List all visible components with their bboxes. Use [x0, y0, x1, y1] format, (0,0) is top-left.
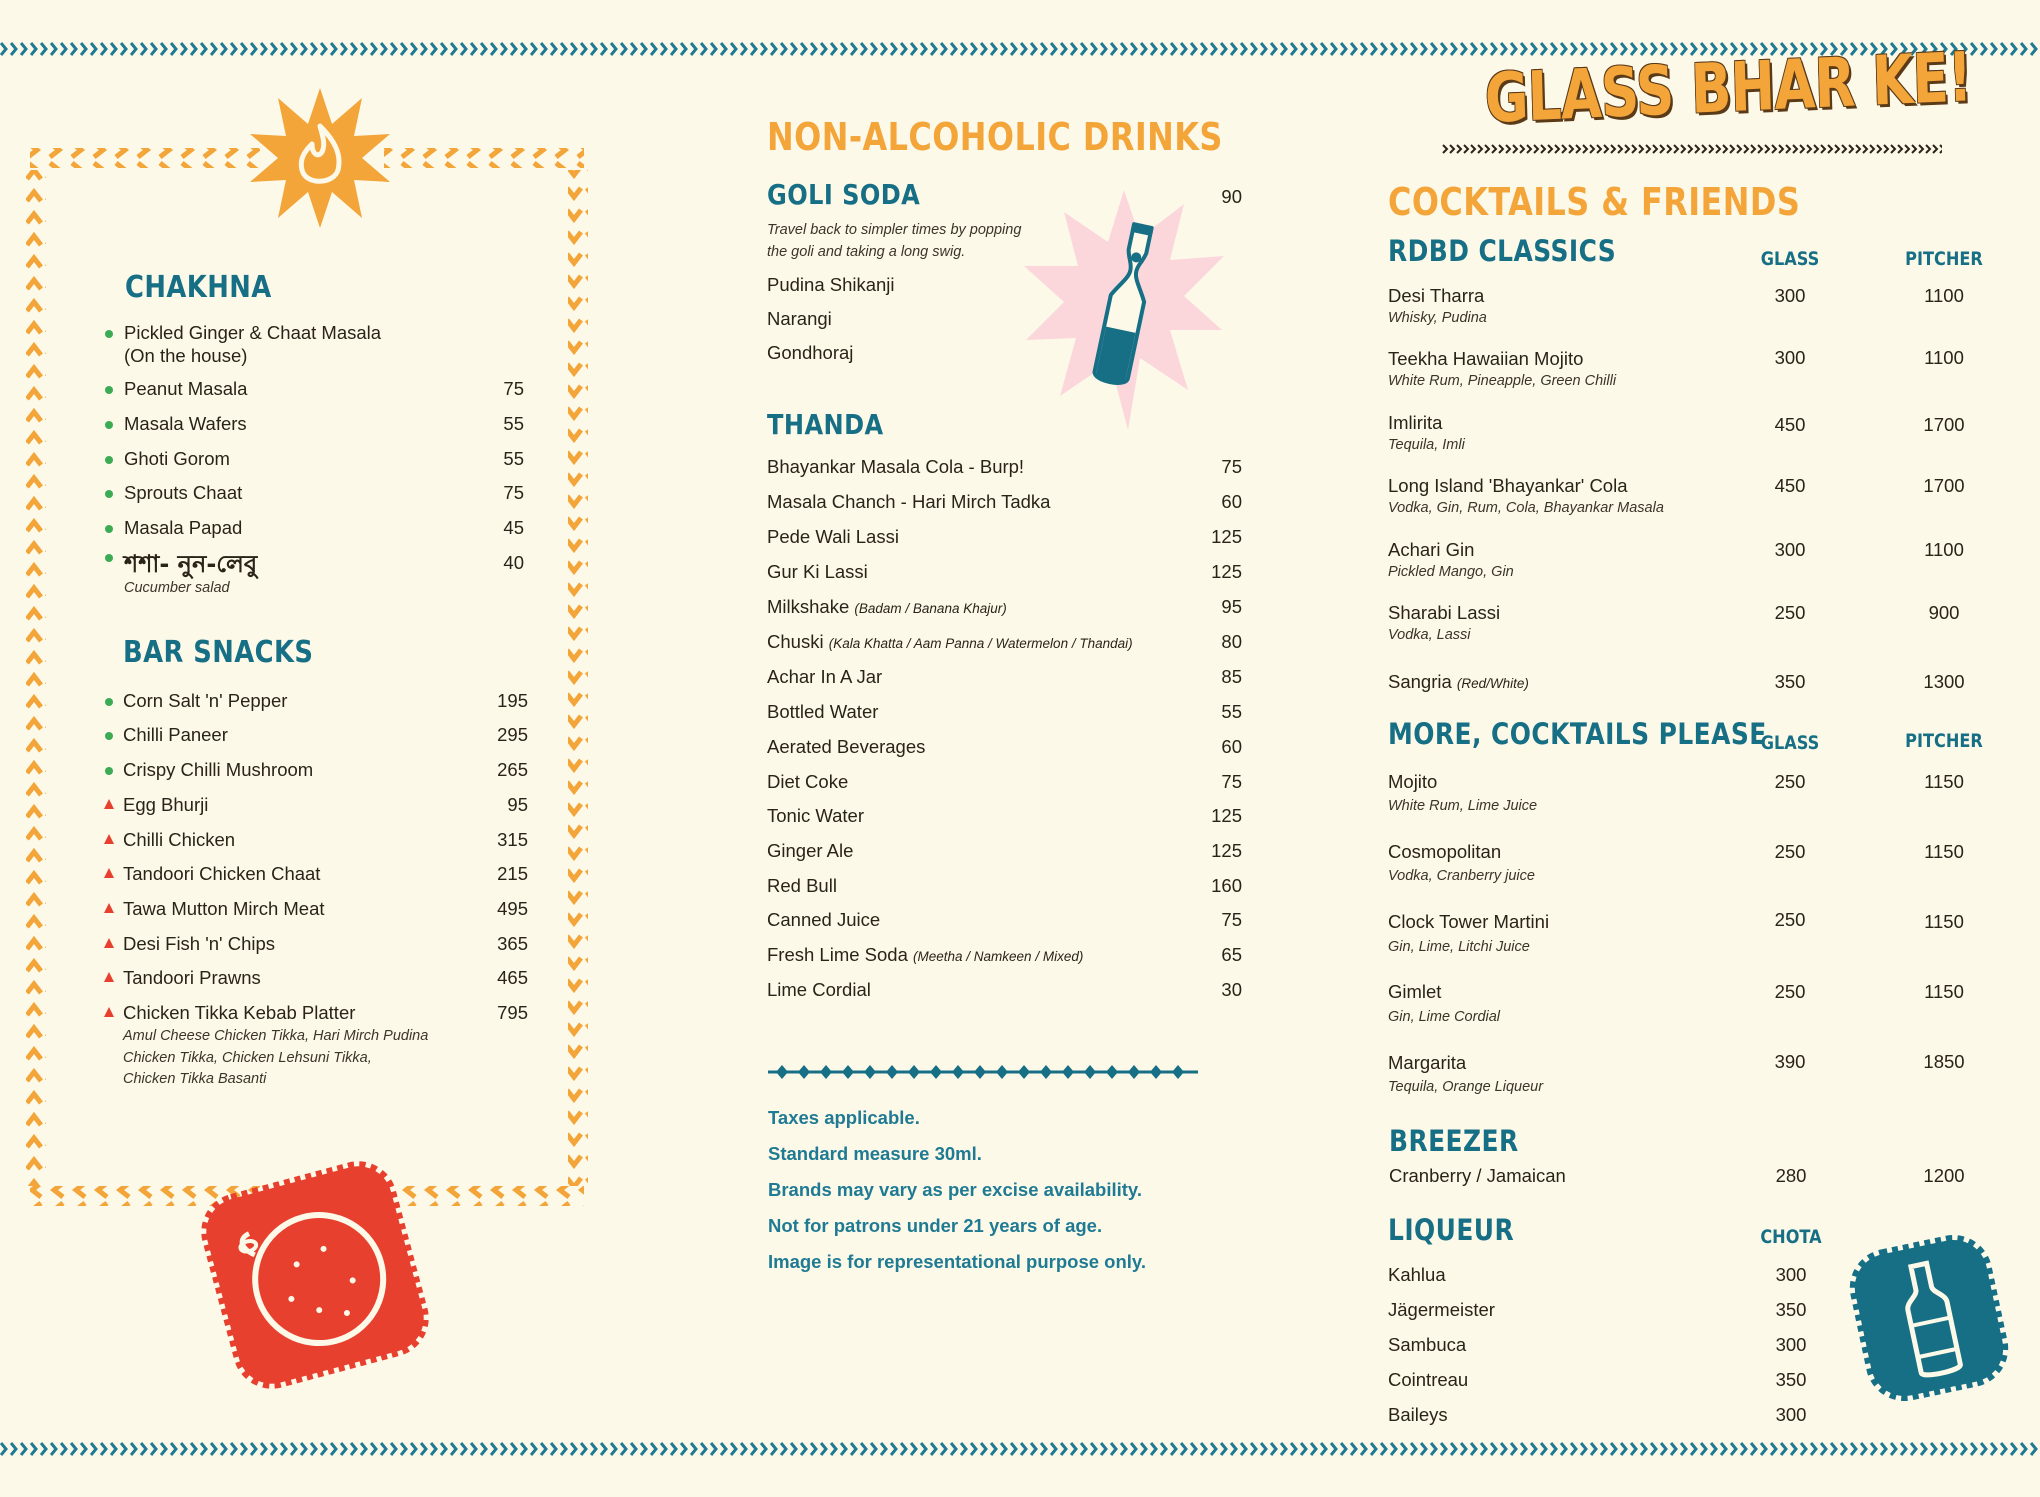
glass-price: 250 [1774, 909, 1806, 930]
pitcher-price: 1150 [1924, 771, 1964, 792]
list-item-note: Chicken Tikka, Chicken Lehsuni Tikka, [123, 1050, 372, 1066]
price: 75 [1221, 771, 1242, 792]
goli-soda-desc: Travel back to simpler times by popping [767, 222, 1022, 238]
nonveg-icon [104, 834, 114, 844]
glass-price: 300 [1774, 285, 1806, 306]
price: 300 [1775, 1334, 1807, 1355]
cocktail-desc: Tequila, Imli [1388, 437, 1465, 453]
goli-soda-heading: GOLI SODA [767, 178, 921, 211]
veg-icon [105, 490, 113, 498]
cocktail-name: Mojito [1388, 771, 1438, 792]
pitcher-price: 1700 [1923, 414, 1965, 435]
item-name: Lime Cordial [767, 979, 871, 1000]
veg-icon [105, 525, 113, 533]
list-item: Pickled Ginger & Chaat Masala [124, 322, 382, 343]
item-note: (Kala Khatta / Aam Panna / Watermelon / Thandai) [828, 636, 1133, 651]
list-item [767, 979, 871, 1001]
item-note: (Badam / Banana Khajur) [854, 601, 1007, 616]
item-name: Gur Ki Lassi [767, 561, 868, 582]
list-item [767, 666, 882, 688]
pitcher-price: 1150 [1924, 911, 1964, 932]
cocktail-name: Long Island 'Bhayankar' Cola [1388, 475, 1628, 496]
list-item: Masala Papad [124, 517, 243, 538]
goli-soda-flavour: Gondhoraj [767, 342, 854, 363]
price: 795 [497, 1002, 528, 1023]
cocktail-desc: White Rum, Lime Juice [1388, 798, 1538, 814]
cocktail-desc: White Rum, Pineapple, Green Chilli [1388, 373, 1617, 389]
glass-price: 350 [1774, 671, 1806, 692]
veg-icon [105, 732, 113, 740]
footnote: Taxes applicable. [768, 1107, 920, 1128]
list-item [767, 909, 880, 931]
nonveg-icon [104, 868, 114, 878]
pitcher-price: 1100 [1924, 285, 1964, 306]
glass-price: 450 [1774, 475, 1806, 496]
item-name: Pede Wali Lassi [767, 526, 899, 547]
nonveg-icon [104, 1007, 114, 1017]
cocktail-name: Clock Tower Martini [1388, 911, 1550, 932]
brand-underline [1442, 144, 1942, 154]
list-item [767, 456, 1024, 478]
list-item [767, 736, 925, 758]
price: 295 [497, 724, 528, 745]
cocktail-desc: Whisky, Pudina [1388, 310, 1487, 326]
diamond-divider [768, 1062, 1198, 1082]
item-name: Red Bull [767, 875, 837, 896]
thanda-heading: THANDA [767, 408, 884, 441]
list-item: Baileys [1388, 1404, 1448, 1425]
cocktail-name: Teekha Hawaiian Mojito [1388, 348, 1584, 369]
goli-soda-price: 90 [1221, 186, 1242, 207]
chota-column-header: CHOTA [1760, 1226, 1822, 1248]
rdbd-classics-heading: RDBD CLASSICS [1388, 234, 1617, 268]
list-item: Jägermeister [1388, 1299, 1495, 1320]
glass-price: 250 [1774, 771, 1806, 792]
glass-price: 250 [1774, 602, 1806, 623]
bottom-border-pattern [0, 1442, 2040, 1456]
goli-soda-flavour: Pudina Shikanji [767, 274, 895, 295]
list-item [767, 944, 1083, 966]
price: 55 [503, 448, 524, 469]
price: 160 [1211, 875, 1242, 896]
price: 75 [503, 378, 524, 399]
cocktails-heading: COCKTAILS & FRIENDS [1388, 180, 1801, 224]
list-item-note: Cucumber salad [124, 580, 230, 596]
list-item [767, 631, 1133, 653]
item-name: Canned Juice [767, 909, 881, 930]
list-item [767, 840, 853, 862]
list-item: Kahlua [1388, 1264, 1446, 1285]
price: 80 [1221, 631, 1242, 652]
cocktail-desc: Vodka, Cranberry juice [1388, 868, 1535, 884]
pitcher-price: 1150 [1924, 981, 1964, 1002]
veg-icon [105, 554, 113, 562]
list-item: Tandoori Prawns [123, 967, 261, 988]
item-note: (Meetha / Namkeen / Mixed) [913, 949, 1084, 964]
veg-icon [105, 330, 113, 338]
item-name: Masala Chanch - Hari Mirch Tadka [767, 491, 1051, 512]
cocktail-desc: Pickled Mango, Gin [1388, 564, 1514, 580]
list-item: Chilli Paneer [123, 724, 228, 745]
more-cocktails-heading: MORE, COCKTAILS PLEASE [1388, 717, 1767, 751]
list-item: শশা- নুন-লেবু [124, 550, 258, 578]
price: 65 [1221, 944, 1242, 965]
pitcher-price: 900 [1928, 602, 1960, 623]
glass-price: 450 [1774, 414, 1806, 435]
footnote: Standard measure 30ml. [768, 1143, 982, 1164]
item-name: Diet Coke [767, 771, 849, 792]
list-item: Desi Fish 'n' Chips [123, 933, 276, 954]
list-item: Sambuca [1388, 1334, 1467, 1355]
price: 75 [1221, 909, 1242, 930]
list-item: Cointreau [1388, 1369, 1469, 1390]
glass-price: 300 [1774, 539, 1806, 560]
bar-snacks-heading: BAR SNACKS [123, 635, 314, 670]
price: 265 [497, 759, 528, 780]
nonveg-icon [104, 938, 114, 948]
cocktail-desc: Gin, Lime Cordial [1388, 1009, 1501, 1025]
pitcher-price: 1100 [1924, 539, 1964, 560]
footnote: Not for patrons under 21 years of age. [768, 1215, 1103, 1236]
glass-price: 390 [1774, 1051, 1806, 1072]
goli-soda-desc: the goli and taking a long swig. [767, 244, 966, 260]
price: 45 [503, 517, 524, 538]
price: 75 [503, 482, 524, 503]
list-item: Ghoti Gorom [124, 448, 230, 469]
list-item [767, 805, 864, 827]
cocktail-desc: Tequila, Orange Liqueur [1388, 1079, 1544, 1095]
list-item: Peanut Masala [124, 378, 248, 399]
veg-icon [105, 456, 113, 464]
glass-price: 300 [1774, 347, 1806, 368]
pitcher-column-header: PITCHER [1905, 248, 1983, 270]
cocktail-name-text: Sangria [1388, 671, 1452, 692]
glass-price: 250 [1774, 841, 1806, 862]
list-item [767, 491, 1050, 513]
cocktail-name: Sharabi Lassi [1388, 602, 1501, 623]
glass-column-header: GLASS [1760, 248, 1820, 270]
cocktail-name [1388, 671, 1529, 693]
item-name: Ginger Ale [767, 840, 854, 861]
goli-soda-bottle-icon [1024, 190, 1224, 430]
price: 215 [497, 863, 528, 884]
price: 85 [1221, 666, 1242, 687]
price: 95 [1221, 596, 1242, 617]
list-item: Corn Salt 'n' Pepper [123, 690, 288, 711]
item-name: Achar In A Jar [767, 666, 883, 687]
list-item [767, 771, 848, 793]
veg-icon [105, 698, 113, 706]
price: 60 [1221, 491, 1242, 512]
list-item: Crispy Chilli Mushroom [123, 759, 314, 780]
price: 55 [503, 413, 524, 434]
veg-icon [105, 386, 113, 394]
pitcher-column-header: PITCHER [1905, 730, 1983, 752]
cocktail-name: Gimlet [1388, 981, 1442, 1002]
price: 365 [497, 933, 528, 954]
item-name: Milkshake [767, 596, 850, 617]
brand-title: GLASS BHAR KE! [1483, 38, 1973, 139]
price: 465 [497, 967, 528, 988]
list-item-note: Chicken Tikka Basanti [123, 1071, 267, 1087]
price: 195 [497, 690, 528, 711]
price: 125 [1211, 805, 1242, 826]
item-name: Bottled Water [767, 701, 879, 722]
list-item [767, 561, 868, 583]
price: 40 [503, 552, 524, 573]
footnote: Image is for representational purpose only. [768, 1251, 1146, 1272]
pitcher-price: 1150 [1924, 841, 1964, 862]
price: 350 [1775, 1299, 1807, 1320]
price: 55 [1221, 701, 1242, 722]
pitcher-price: 1100 [1924, 347, 1964, 368]
list-item: Masala Wafers [124, 413, 247, 434]
price: 125 [1211, 561, 1242, 582]
price: 125 [1211, 526, 1242, 547]
pitcher-price: 1300 [1923, 671, 1965, 692]
item-name: Bhayankar Masala Cola - Burp! [767, 456, 1025, 477]
glass-price: 280 [1775, 1165, 1807, 1186]
non-alcoholic-heading: NON-ALCOHOLIC DRINKS [767, 115, 1223, 159]
list-item: Chicken Tikka Kebab Platter [123, 1002, 356, 1023]
footnote: Brands may vary as per excise availability. [768, 1179, 1142, 1200]
glass-price: 250 [1774, 981, 1806, 1002]
price: 300 [1775, 1264, 1807, 1285]
item-name: Chuski [767, 631, 824, 652]
cocktail-desc: Vodka, Lassi [1388, 627, 1471, 643]
list-item: Egg Bhurji [123, 794, 209, 815]
item-name: Tonic Water [767, 805, 864, 826]
nonveg-icon [104, 799, 114, 809]
list-item: Tawa Mutton Mirch Meat [123, 898, 325, 919]
item-name: Fresh Lime Soda [767, 944, 908, 965]
list-item [767, 701, 878, 723]
list-item [767, 875, 837, 897]
cocktail-desc: Vodka, Gin, Rum, Cola, Bhayankar Masala [1388, 500, 1664, 516]
item-name: Aerated Beverages [767, 736, 926, 757]
orange-fruit-icon [200, 1160, 430, 1390]
price: 315 [497, 829, 528, 850]
breezer-heading: BREEZER [1389, 1124, 1519, 1158]
cocktail-name: Achari Gin [1388, 539, 1475, 560]
price: 95 [507, 794, 528, 815]
pitcher-price: 1700 [1923, 475, 1965, 496]
glass-column-header: GLASS [1760, 732, 1820, 754]
list-item: Chilli Chicken [123, 829, 236, 850]
goli-soda-flavour: Narangi [767, 308, 832, 329]
price: 495 [497, 898, 528, 919]
price: 75 [1221, 456, 1242, 477]
list-item [767, 526, 899, 548]
chakhna-heading: CHAKHNA [125, 270, 272, 305]
veg-icon [105, 421, 113, 429]
cocktail-name: Desi Tharra [1388, 285, 1485, 306]
flame-burst-icon [250, 88, 390, 228]
list-item-note: (On the house) [124, 345, 248, 366]
price: 30 [1221, 979, 1242, 1000]
breezer-item: Cranberry / Jamaican [1389, 1165, 1566, 1186]
list-item: Sprouts Chaat [124, 482, 243, 503]
pitcher-price: 1200 [1923, 1165, 1965, 1186]
price: 350 [1775, 1369, 1807, 1390]
list-item: Tandoori Chicken Chaat [123, 863, 321, 884]
cocktail-name: Margarita [1388, 1052, 1467, 1073]
cocktail-name: Imlirita [1388, 412, 1443, 433]
cocktail-name: Cosmopolitan [1388, 841, 1502, 862]
nonveg-icon [104, 903, 114, 913]
list-item-note: Amul Cheese Chicken Tikka, Hari Mirch Pudina [123, 1028, 429, 1044]
price: 125 [1211, 840, 1242, 861]
cocktail-note: (Red/White) [1456, 676, 1529, 691]
nonveg-icon [104, 972, 114, 982]
list-item [767, 596, 1007, 618]
liquor-bottle-icon [1848, 1232, 2010, 1404]
pitcher-price: 1850 [1923, 1051, 1965, 1072]
liqueur-heading: LIQUEUR [1388, 1213, 1515, 1247]
price: 300 [1775, 1404, 1807, 1425]
veg-icon [105, 767, 113, 775]
cocktail-desc: Gin, Lime, Litchi Juice [1388, 939, 1530, 955]
price: 60 [1221, 736, 1242, 757]
